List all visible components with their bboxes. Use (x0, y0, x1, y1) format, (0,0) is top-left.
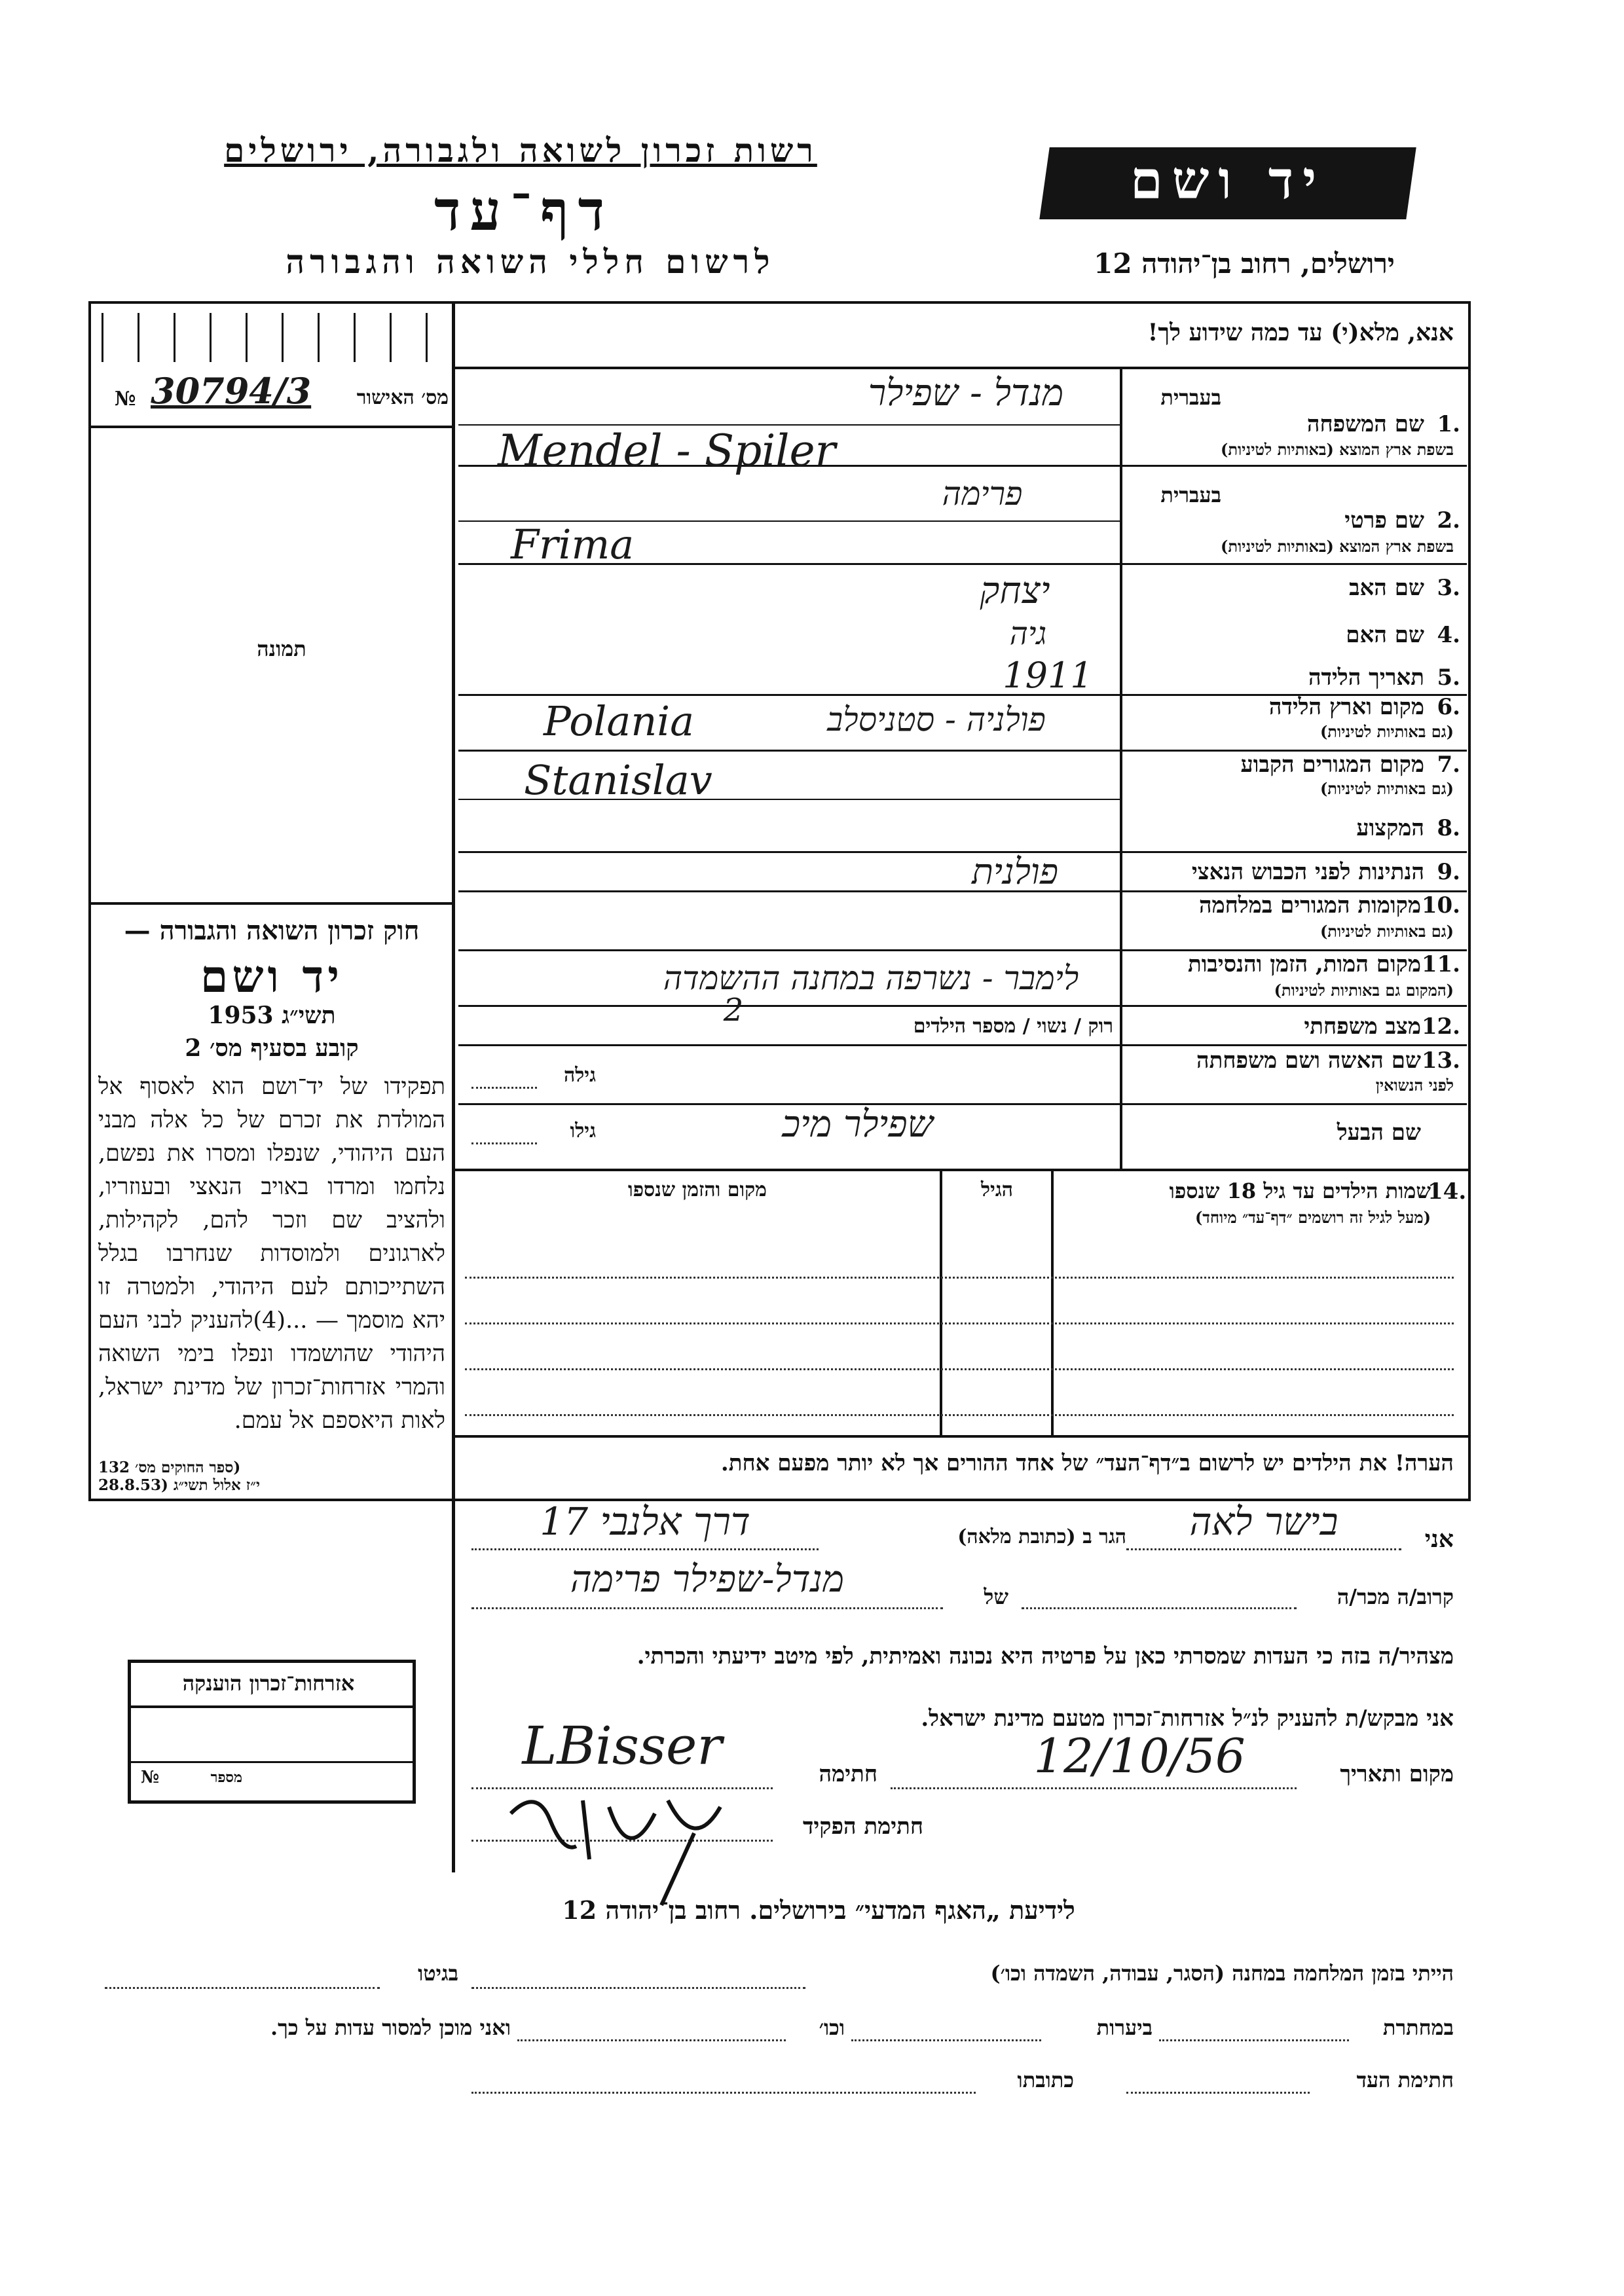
footer-camp-label: הייתי בזמן המלחמה במחנה (הסגר, עבודה, השמדה וכו׳) (990, 1961, 1454, 1986)
residence-latin[interactable]: Stanislav (524, 756, 712, 804)
form-subtitle: לרשום חללי השואה והגבורה (286, 242, 775, 281)
footer-witness-signature-label: חתימת העד (1356, 2068, 1454, 2092)
children-table-number: 14. (1428, 1178, 1467, 1205)
field-5-label: תאריך הלידה (1308, 665, 1424, 691)
field-1-number: 1. (1437, 411, 1460, 437)
field-13-number: 13. (1421, 1048, 1460, 1074)
relative-label: קרוב/ה מכר/ה (1337, 1584, 1454, 1609)
death-place-value[interactable]: לימבר - נשרפה במחנה ההשמדה (663, 959, 1079, 997)
id-value[interactable]: 30794/3 (151, 370, 312, 412)
id-no-mark: № (115, 388, 136, 410)
children-row-line (465, 1414, 1454, 1416)
field-10-label: מקומות המגורים במלחמה (1198, 892, 1421, 919)
children-row-line (465, 1322, 1454, 1324)
id-label: מס׳ האישור (356, 386, 449, 409)
citizenship-box-title: אזרחות־זכרון הוענקה (182, 1671, 355, 1696)
husband-label: שם הבעל (1337, 1120, 1421, 1146)
place-date-value[interactable]: 12/10/56 (1033, 1728, 1246, 1783)
children-table-header-place: מקום והזמן שנספו (628, 1178, 767, 1201)
law-title: חוק זכרון השואה והגבורה — (124, 915, 420, 946)
field-5-number: 5. (1437, 665, 1460, 691)
field-6-label: מקום וארץ הלידה (1268, 694, 1424, 720)
footer-etc-label: וכו׳ (819, 2015, 845, 2040)
children-table-header-sub: (מעל לגיל זה רושמים ״דף־עד״ מיוחד) (1194, 1208, 1431, 1227)
law-source-2: י״ז אלול תשי״ג (28.8.53 (98, 1476, 260, 1494)
field-1-label: שם המשפחה (1306, 411, 1424, 437)
residing-label: הגר ב (כתובת מלאה) (957, 1525, 1126, 1548)
birth-place-latin[interactable]: Polania (544, 697, 695, 745)
field-12-label: מצב משפחתי (1304, 1013, 1421, 1040)
declaration-statement: מצהיר/ה בזה כי העדות שמסרתי כאן על פרטיה היא נכונה ואמיתית, לפי מיטב ידיעתי והכרתי. (637, 1643, 1454, 1669)
of-label: של (984, 1584, 1008, 1609)
children-count[interactable]: 2 (723, 992, 744, 1029)
field-12-number: 12. (1421, 1013, 1460, 1040)
law-source-1: (ספר החוקים מס׳ 132 (98, 1459, 241, 1476)
institution-name: רשות זכרון לשואה ולגבורה, ירושלים (224, 131, 817, 170)
top-marks (101, 313, 442, 362)
field-10-number: 10. (1421, 892, 1460, 919)
mother-name[interactable]: גיה (1009, 615, 1047, 652)
birth-date[interactable]: 1911 (1003, 655, 1093, 696)
signature-label: חתימה (819, 1761, 877, 1787)
relation-subject[interactable]: מנדל-שפילר פרימה (570, 1558, 845, 1601)
field-7-label: מקום המגורים הקבוע (1240, 752, 1424, 778)
footer-forests-label: ביערות (1096, 2015, 1153, 2040)
marital-status-options: רוק / נשוי / מספר הילדים (913, 1015, 1113, 1038)
field-11-sublabel: (המקום גם באותיות לטיניות) (1274, 981, 1454, 1000)
place-date-label: מקום ותאריך (1340, 1761, 1454, 1787)
footer-ghetto-label: בגיטו (418, 1961, 458, 1986)
field-1-hebrew-tag: בעברית (1160, 385, 1221, 410)
declarant-address[interactable]: דרך אלנבי 17 (540, 1499, 750, 1544)
citizenship-box-number-label: מספר (210, 1769, 242, 1786)
husband-name[interactable]: שפילר מיכ (782, 1103, 934, 1146)
field-11-number: 11. (1421, 951, 1460, 977)
top-instruction: אנא, מלא(י) עד כמה שידוע לך! (1147, 319, 1454, 346)
family-name-latin[interactable]: Mendel - Spiler (498, 426, 836, 476)
children-table-header-age: הגיל (980, 1178, 1014, 1201)
declarant-label: אני (1424, 1525, 1454, 1553)
husband-age-label: גילו (570, 1120, 596, 1142)
first-name-latin[interactable]: Frima (511, 520, 635, 568)
law-clause: קובע בסעיף מס׳ 2 (185, 1034, 359, 1062)
field-13-label: שם האשה ושם משפחתה (1196, 1048, 1421, 1074)
wife-age-label: גילה (563, 1064, 596, 1087)
citizenship-value[interactable]: פולנית (971, 851, 1059, 892)
law-name: יד ושם (200, 951, 344, 1003)
officer-signature-label: חתימת הפקיד (802, 1813, 923, 1840)
field-13-sublabel: לפני הנשואין (1375, 1076, 1454, 1095)
field-10-sublabel: (גם באותיות לטיניות) (1320, 922, 1454, 941)
remark-text: הערה! את הילדים יש לרשום ב״דף־העד״ של אחד ההורים אך לא יותר מפעם אחת. (720, 1450, 1454, 1476)
field-7-sublabel: (גם באותיות לטיניות) (1320, 779, 1454, 798)
field-3-label: שם האב (1349, 575, 1424, 601)
field-2-number: 2. (1437, 507, 1460, 534)
footer-attention: לידיעת „האגף המדעי״ בירושלים. רחוב בן־יהודה 12 (562, 1895, 1075, 1925)
field-4-label: שם האם (1346, 622, 1424, 648)
field-11-label: מקום המות, הזמן והנסיבות (1187, 951, 1421, 977)
birth-place-hebrew[interactable]: פולניה - סטניסלב (827, 701, 1046, 738)
field-9-label: הנתינות לפני הכבוש הנאצי (1191, 859, 1424, 885)
children-row-line (465, 1277, 1454, 1279)
family-name-hebrew[interactable]: מנדל - שפילר (868, 372, 1064, 414)
children-table-header-name: שמות הילדים עד גיל 18 שנספו (1169, 1178, 1431, 1203)
field-2-hebrew-tag: בעברית (1160, 483, 1221, 507)
form-title: דף־עד (434, 178, 614, 243)
field-3-number: 3. (1437, 575, 1460, 601)
citizenship-request: אני מבקש/ת להעניק לנ״ל אזרחות־זכרון מטעם מדינת ישראל. (921, 1705, 1454, 1732)
field-7-number: 7. (1437, 752, 1460, 778)
field-2-label: שם פרטי (1344, 507, 1424, 534)
photo-label: תמונה (257, 636, 306, 661)
field-1-sublabel: בשפת ארץ המוצא (באותיות לטיניות) (1221, 440, 1454, 459)
father-name[interactable]: יצחק (980, 570, 1050, 612)
footer-underground-label: במחתרת (1382, 2015, 1454, 2040)
footer-testimony-label: ואני מוכן למסור עדות על כך. (270, 2015, 511, 2040)
field-6-sublabel: (גם באותיות לטיניות) (1320, 722, 1454, 741)
logo-lettering: יד ושם (1130, 149, 1326, 211)
field-4-number: 4. (1437, 622, 1460, 648)
declarant-signature[interactable]: LBisser (522, 1715, 722, 1776)
field-9-number: 9. (1437, 859, 1460, 885)
address-text: ירושלים, רחוב בן־יהודה 12 (1094, 247, 1395, 280)
children-row-line (465, 1368, 1454, 1370)
law-body: תפקידו של יד־ושם הוא לאסוף אל המולדת את זכרם של כל אלה מבני העם היהודי, שנפלו ומסרו את נפשם, נלחמו ומרדו באויב הנאצי ובעוזריו, ולהציב שם וזכר להם, לקהילות, לארגונים ולמוסדות שנחרבו בגלל השתייכותם לעם היהודי, ולמטרה זו יהא מוסמך — ...(4)להעניק לבני העם היהודי שהושמדו ונפלו בימי השואה והמרי אזרחות־זכרון של מדינת ישראל, לאות היאספם אל עמם. (98, 1074, 445, 1434)
first-name-hebrew[interactable]: פרימה (942, 475, 1023, 513)
footer-address-label: כתובתו (1017, 2068, 1074, 2092)
field-2-sublabel: בשפת ארץ המוצא (באותיות לטיניות) (1221, 537, 1454, 556)
field-8-label: המקצוע (1356, 815, 1424, 841)
field-8-number: 8. (1437, 815, 1460, 841)
declarant-name[interactable]: בישר לאה (1189, 1499, 1338, 1544)
citizenship-box-no-mark: № (141, 1768, 160, 1787)
law-year: תשי״ג 1953 (208, 1002, 336, 1029)
field-6-number: 6. (1437, 694, 1460, 720)
